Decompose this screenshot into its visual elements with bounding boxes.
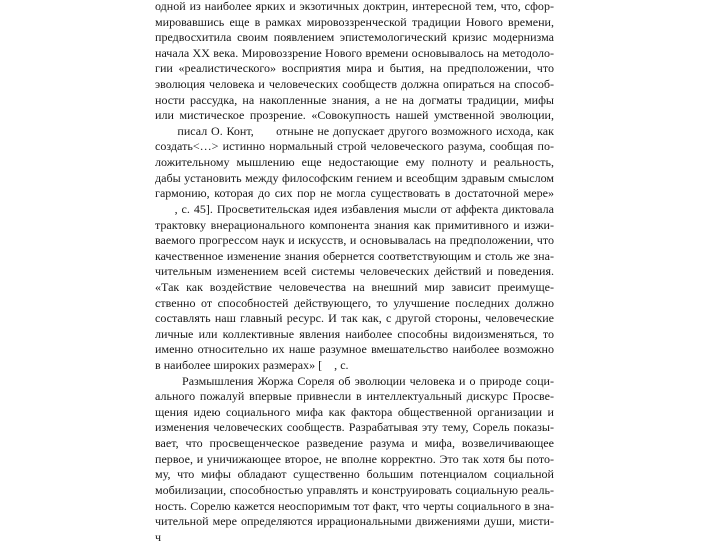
text-line: чительным изменением всей системы человеческих действий и поведения. — [155, 264, 554, 279]
text-line: му, что мифы обладают существенно большим потенциалом социальной — [155, 467, 554, 482]
text-line: изменения человеческих сообществ. Разрабатывая эту тему, Сорель показы- — [155, 420, 554, 435]
text-line-citation: , с. 45]. Просветительская идея избавления мысли от аффекта диктовала — [155, 201, 554, 216]
text-line: трактовку внерационального компонента знания как примитивного и изжи- — [155, 217, 554, 232]
text-line: мобилизации, способностью управлять и конструировать социальную реаль- — [155, 482, 554, 497]
paragraph-2 — [155, 373, 554, 544]
text-line: ваемого прогрессом наук и искусств, и основывалась на предположении, что — [155, 233, 554, 248]
text-line: начала XX века. Мировоззрение Нового времени основывалось на методоло- — [155, 45, 554, 60]
text-line-clipped: ч — [155, 529, 162, 544]
text-line: гии «реалистического» восприятия мира и бытия, на предположении, что — [155, 61, 554, 76]
text-line: ственно от способностей действующего, то улучшение последних должно — [155, 295, 554, 310]
text-line: мировавшись еще в рамках мировоззренческой традиции Нового времени, — [155, 14, 554, 29]
text-line: ального пожалуй впервые привнесли в интеллектуальный дискурс Просве- — [155, 389, 554, 404]
text-column — [155, 0, 554, 544]
text-line: составлять наш главный ресурс. И так как, с другой стороны, человеческие — [155, 311, 554, 326]
text-line: Размышления Жоржа Сореля об эволюции человека и о природе соци- — [182, 373, 554, 388]
text-line: чительной мере определяются иррациональными движениями души, мисти- — [155, 514, 554, 529]
text-line: личные или коллективные явления наиболее способны видоизменяться, то — [155, 326, 554, 341]
text-line-quote-attribution: писал О. Конт, отныне не допускает другого возможного исхода, как — [155, 123, 554, 138]
text-line: дабы установить между философским гением и всеобщим здравым смыслом — [155, 170, 554, 185]
text-line: качественное изменение знания обернется соответствующим и столь же зна- — [155, 248, 554, 263]
text-line: первое, и уничижающее второе, не вполне корректно. Это так хотя бы пото- — [155, 451, 554, 466]
paragraph-1 — [155, 0, 554, 374]
text-line: вает, что просвещенческое разведение разума и мифа, возвеличивающее — [155, 436, 554, 451]
text-line: «Так как воздействие человечества на внешний мир зависит преимуще- — [155, 279, 554, 294]
text-line: одной из наиболее ярких и экзотичных доктрин, интересной тем, что, сфор- — [155, 0, 554, 13]
text-line: или мистическое прозрение. «Совокупность нашей умственной эволюции, — [155, 108, 554, 123]
text-line: создать<…> истинно нормальный строй человеческого разума, сообщая по- — [155, 139, 554, 154]
text-line: эволюция человека и человеческих сообществ должна опираться на способ- — [155, 77, 554, 92]
text-line: ность. Сорелю кажется неоспоримым тот факт, что черты социального в зна- — [155, 498, 554, 513]
text-line: предвосхитила своим появлением эпистемологический кризис модернизма — [155, 30, 554, 45]
text-line-citation: в наиболее широких размерах» [ , с. — [155, 358, 349, 373]
text-line: именно относительно их наше разумное вмешательство наиболее возможно — [155, 342, 554, 357]
text-line: ложительному мышлению еще недостающие ему полноту и реальность, — [155, 155, 554, 170]
text-line: ности рассудка, на накопленные знания, а не на догматы традиции, мифы — [155, 92, 554, 107]
text-line: гармонию, которая до сих пор не могла существовать в достаточной мере» — [155, 186, 554, 201]
text-line: щения идею социального мифа как фактора общественной организации и — [155, 404, 554, 419]
